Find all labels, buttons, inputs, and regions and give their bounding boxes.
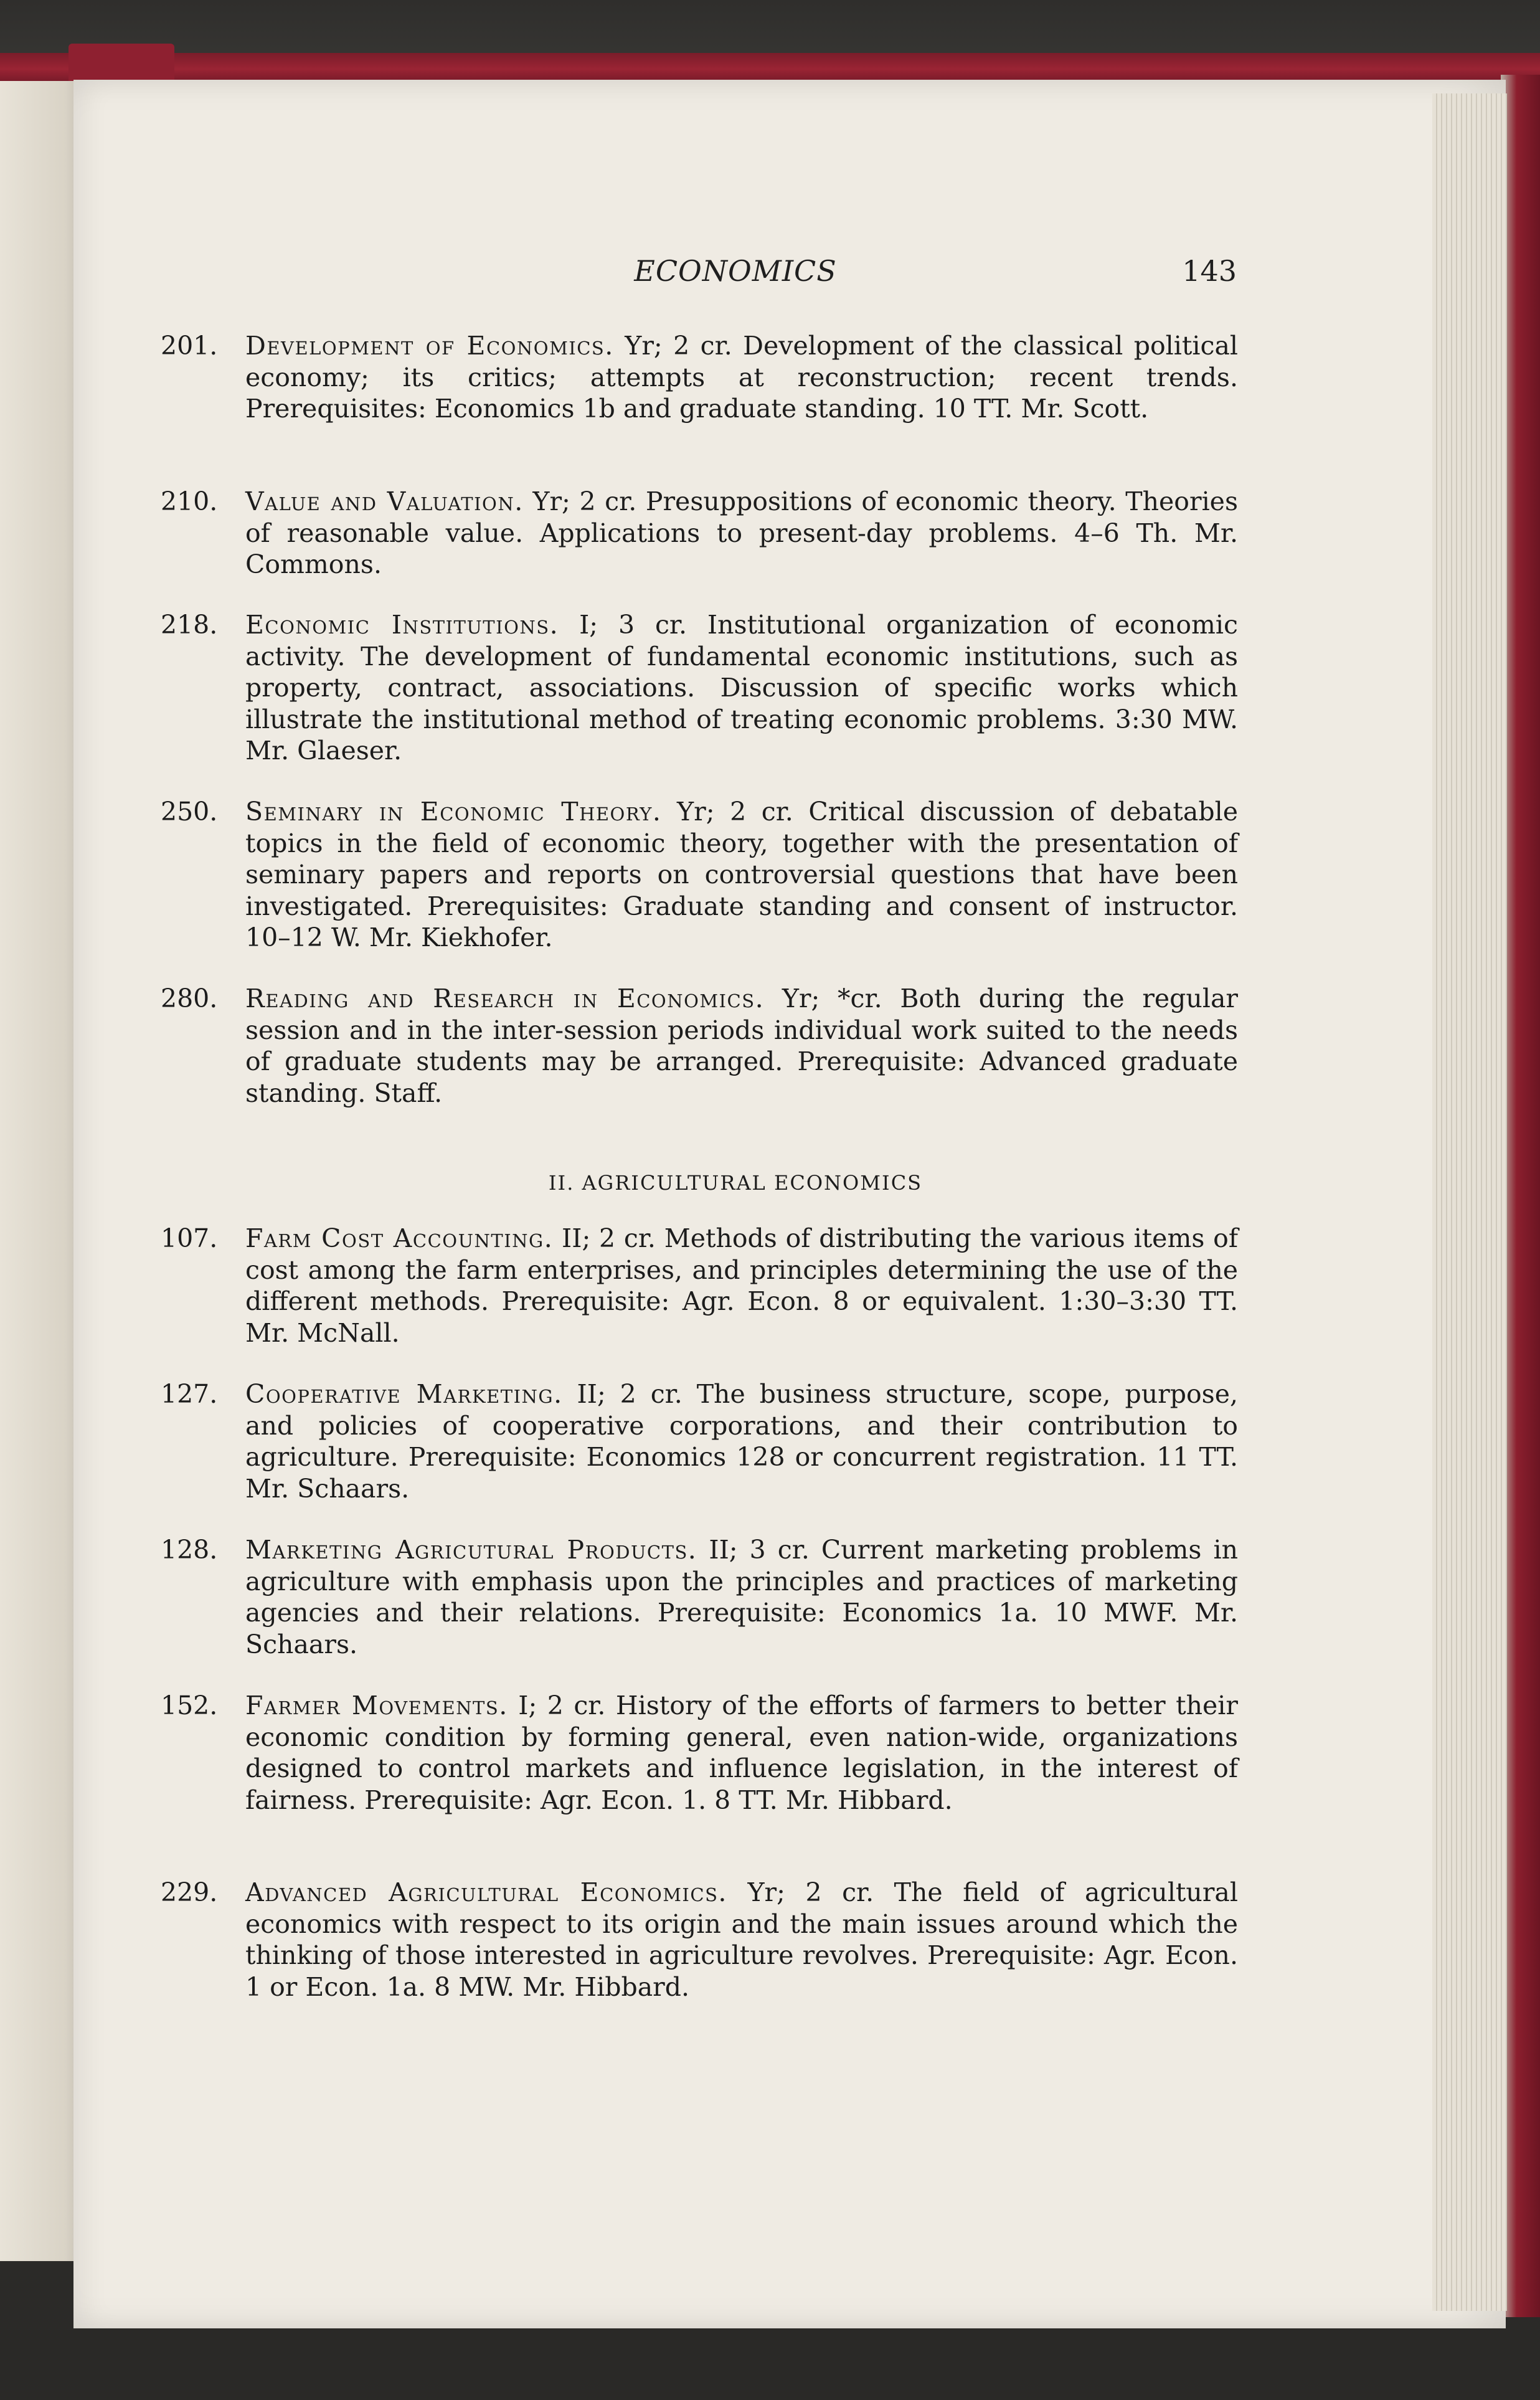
course-title: Development of Economics. — [245, 331, 614, 361]
course-body — [245, 796, 1238, 954]
course-number: 152. — [161, 1691, 218, 1720]
course-number: 218. — [161, 610, 218, 640]
course-number: 210. — [161, 486, 218, 516]
course-201 — [161, 330, 1238, 425]
course-description: I; 3 cr. Institutional organization of economic activity. The development of fundamental economic institutions, such as property, contract, associations. Discussion of specific works which illustrate the institutional method of treating economic problems. 3:30 MW. Mr. Glaeser. — [245, 610, 1238, 766]
course-280 — [161, 983, 1238, 1109]
course-number: 201. — [161, 331, 218, 361]
course-body — [245, 486, 1238, 581]
course-title: Value and Valuation. — [245, 486, 524, 516]
running-title: ECONOMICS — [634, 254, 837, 288]
course-title: Cooperative Marketing. — [245, 1379, 563, 1409]
course-title: Reading and Research in Economics. — [245, 984, 765, 1013]
course-description: Yr; 2 cr. Critical discussion of debatable topics in the field of economic theory, together with the presentation of seminary papers and reports on controversial questions that have been investigated. Prerequisites: Graduate standing and consent of instructor. 10–12 W. Mr. Kiekhofer. — [245, 797, 1238, 952]
course-body — [245, 983, 1238, 1109]
page-header — [234, 254, 1237, 298]
course-107 — [161, 1223, 1238, 1349]
page-stack-edges — [1432, 93, 1507, 2311]
course-number: 280. — [161, 984, 218, 1013]
course-title: Farm Cost Accounting. — [245, 1223, 554, 1253]
course-210 — [161, 486, 1238, 581]
course-128 — [161, 1534, 1238, 1660]
course-number: 128. — [161, 1535, 218, 1565]
course-number: 229. — [161, 1877, 218, 1907]
course-description: Yr; *cr. Both during the regular session and in the inter-session periods individual work suited to the needs of graduate students may be arranged. Prerequisite: Advanced graduate standing. Staff. — [245, 984, 1238, 1108]
course-number: 127. — [161, 1379, 218, 1409]
course-description: II; 3 cr. Current marketing problems in agriculture with emphasis upon the principles and practices of marketing agencies and their relations. Prerequisite: Economics 1a. 10 MWF. Mr. Schaars. — [245, 1535, 1238, 1659]
course-description: Yr; 2 cr. Development of the classical political economy; its critics; attempts at reconstruction; recent trends. Prerequisites: Economics 1b and graduate standing. 10 TT. Mr. Scott. — [245, 331, 1238, 424]
course-description: Yr; 2 cr. Presuppositions of economic theory. Theories of reasonable value. Applications to present-day problems. 4–6 Th. Mr. Commons. — [245, 486, 1238, 579]
course-body — [245, 609, 1238, 767]
course-title: Farmer Movements. — [245, 1691, 508, 1720]
course-250 — [161, 796, 1238, 954]
page-number: 143 — [1182, 254, 1237, 288]
course-127 — [161, 1378, 1238, 1504]
course-title: Marketing Agricutural Products. — [245, 1535, 697, 1565]
course-152 — [161, 1690, 1238, 1816]
course-body — [245, 1877, 1238, 2003]
course-229 — [161, 1877, 1238, 2003]
course-body — [245, 1690, 1238, 1816]
course-body — [245, 1534, 1238, 1660]
course-body — [245, 1378, 1238, 1504]
course-number: 250. — [161, 797, 218, 827]
course-description: Yr; 2 cr. The field of agricultural economics with respect to its origin and the main issues around which the thinking of those interested in agriculture revolves. Prerequisite: Agr. Econ. 1 or Econ. 1a. 8 MW. Mr. Hibbard. — [245, 1877, 1238, 2002]
course-body — [245, 1223, 1238, 1349]
course-218 — [161, 609, 1238, 767]
course-title: Economic Institutions. — [245, 610, 559, 640]
course-body — [245, 330, 1238, 425]
course-number: 107. — [161, 1223, 218, 1253]
section-heading: II. AGRICULTURAL ECONOMICS — [548, 1171, 923, 1195]
course-description: I; 2 cr. History of the efforts of farmers to better their economic condition by forming general, even nation-wide, organizations designed to control markets and influence legislation, in the interest of fairness. Prerequisite: Agr. Econ. 1. 8 TT. Mr. Hibbard. — [245, 1691, 1238, 1815]
course-description: II; 2 cr. The business structure, scope, purpose, and policies of cooperative corporations, and their contribution to agriculture. Prerequisite: Economics 128 or concurrent registration. 11 TT. Mr. Schaars. — [245, 1379, 1238, 1504]
course-title: Advanced Agricultural Economics. — [245, 1877, 727, 1907]
course-title: Seminary in Economic Theory. — [245, 797, 662, 827]
course-description: II; 2 cr. Methods of distributing the various items of cost among the farm enterprises, and principles determining the use of the different methods. Prerequisite: Agr. Econ. 8 or equivalent. 1:30–3:30 TT. Mr. McNall. — [245, 1223, 1238, 1348]
background-bottom — [0, 2330, 1540, 2400]
